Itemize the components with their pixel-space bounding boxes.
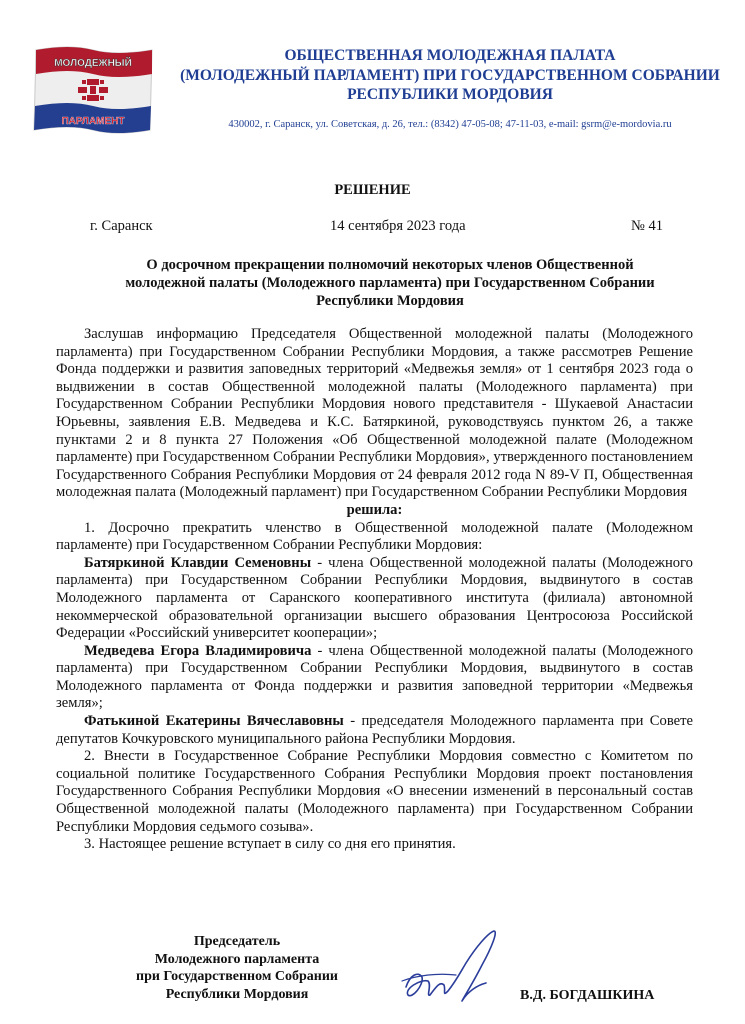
org-title-line3: РЕСПУБЛИКИ МОРДОВИЯ (347, 86, 553, 103)
signatory-position-line1: Председатель (193, 934, 281, 949)
org-title-line1: ОБЩЕСТВЕННАЯ МОЛОДЕЖНАЯ ПАЛАТА (284, 47, 616, 64)
subject-line3: Республики Мордовия (316, 293, 464, 309)
organization-address: 430002, г. Саранск, ул. Советская, д. 26, тел.: (8342) 47-05-08; 47-11-03, e-mail: gsrm@e-mordovia.ru (228, 119, 672, 130)
document-subject (80, 256, 700, 310)
person-2-text: - члена Общественной молодежной палаты (Молодежного парламента) при Государственном Собрании Республики Мордовия, выдвинутого в состав Молодежного парламента от Фонда поддержки и развития заповедной территории «Медвежья земля»; (56, 642, 693, 712)
item-3: 3. Настоящее решение вступает в силу со дня его принятия. (84, 836, 456, 853)
person-1-name: Батяркиной Клавдии Семеновны (84, 554, 312, 571)
signatory-position (112, 933, 362, 1003)
subject-line2: молодежной палаты (Молодежного парламента) при Государственном Собрании (125, 275, 655, 291)
organization-title (180, 46, 720, 105)
mordovia-emblem-icon (78, 79, 108, 101)
document-city: г. Саранск (90, 218, 153, 234)
person-3-paragraph (56, 713, 693, 748)
logo-text-top: МОЛОДЕЖНЫЙ (54, 58, 132, 69)
person-2-paragraph (56, 643, 693, 713)
subject-line1: О досрочном прекращении полномочий некоторых членов Общественной (146, 257, 634, 273)
org-title-line2: (МОЛОДЕЖНЫЙ ПАРЛАМЕНТ) ПРИ ГОСУДАРСТВЕННОМ СОБРАНИИ (180, 66, 720, 84)
document-date: 14 сентября 2023 года (330, 218, 466, 234)
person-3-name: Фатькиной Екатерины Вячеславовны (84, 713, 344, 730)
signatory-position-line4: Республики Мордовия (165, 986, 309, 1002)
signatory-name: В.Д. БОГДАШКИНА (520, 988, 655, 1003)
parliament-logo (30, 44, 156, 136)
item-2: 2. Внести в Государственное Собрание Республики Мордовия совместно с Комитетом по социальной политике Государственного Собрания Республики Мордовия проект постановления Государственного Собрания Республики Мордовия «О внесении изменений в персональный состав Общественной молодежной палаты (Молодежного парламента) при Государственном Собрании Республики Мордовия седьмого созыва». (56, 748, 693, 835)
person-1-text: - члена Общественной молодежной палаты (Молодежного парламента) при Государственном Собрании Республики Мордовия, выдвинутого в состав Молодежного парламента от Саранского кооперативного института (филиала) автономной некоммерческой образовательной организации высшего образования Центросоюза Российской Федерации «Российский университет кооперации»; (56, 554, 693, 642)
item-1: 1. Досрочно прекратить членство в Общественной молодежной палате (Молодежном парламенте) при Государственном Собрании Республики Мордовия: (56, 519, 693, 554)
document-number: № 41 (631, 218, 663, 234)
decision-heading: решила: (346, 501, 403, 518)
person-3-text: - председателя Молодежного парламента при Совете депутатов Кочкуровского муниципального района Республики Мордовия. (56, 713, 693, 747)
person-1-paragraph (56, 555, 693, 643)
handwritten-signature (398, 925, 508, 1010)
logo-text-bottom: ПАРЛАМЕНТ (61, 116, 125, 127)
signatory-position-line3: при Государственном Собрании (136, 969, 338, 985)
document-type: РЕШЕНИЕ (334, 182, 411, 198)
signatory-position-line2: Молодежного парламента (154, 951, 320, 967)
person-2-name: Медведева Егора Владимировича (84, 642, 312, 659)
intro-paragraph: Заслушав информацию Председателя Общественной молодежной палаты (Молодежного парламента) при Государственном Собрании Республики Мордовия, а также рассмотрев Решение Фонда поддержки и развития заповедных территорий «Медвежья земля» от 1 сентября 2023 года о выдвижении в состав Общественной молодежной палаты (Молодежного парламента) при Государственном Собрании Республики Мордовия нового представителя - Шукаевой Анастасии Юрьевны, заявления Е.В. Медведева и К.С. Батяркиной, руководствуясь пунктом 26, а также пунктами 2 и 8 пункта 27 Положения «Об Общественной молодежной палате (Молодежном парламенте) при Государственном Собрании Республики Мордовия», утвержденного постановлением Государственного Собрания Республики Мордовия от 24 февраля 2012 года N 89-V П, Общественная молодежная палата (Молодежный парламент) при Государственном Собрании Республики Мордовия (56, 326, 693, 501)
document-body (56, 326, 693, 854)
